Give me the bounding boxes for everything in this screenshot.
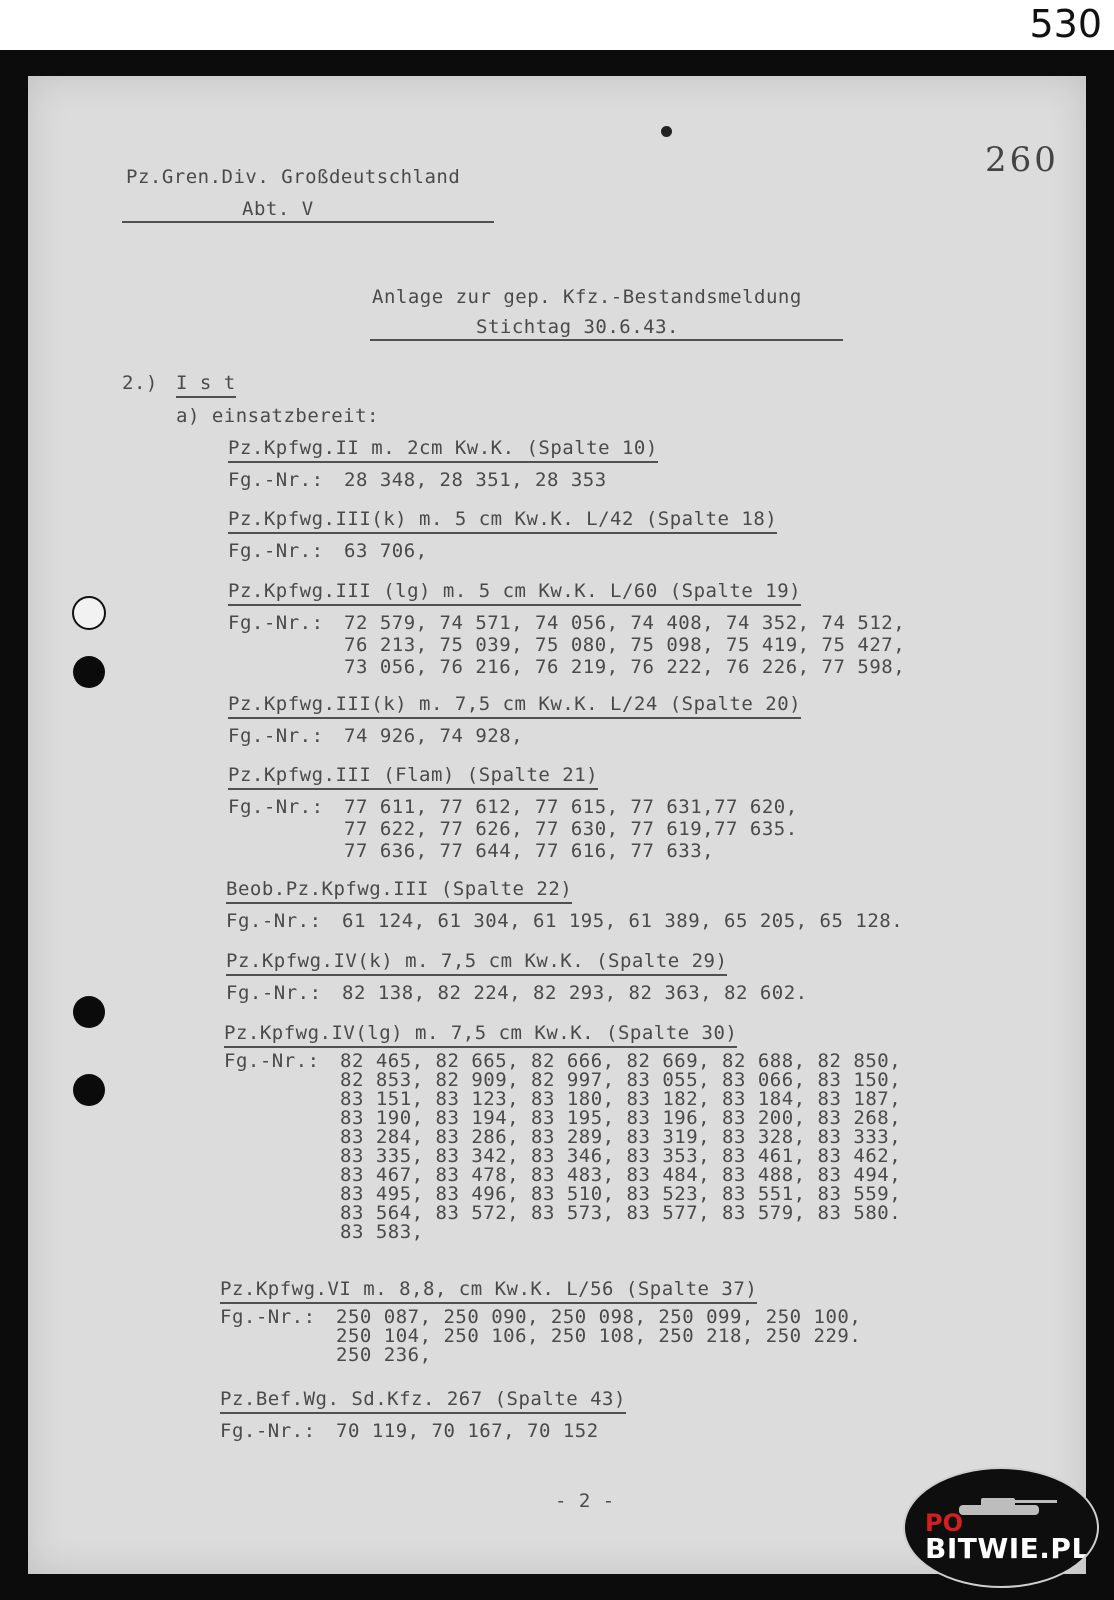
fg-numbers: 250 087, 250 090, 250 098, 250 099, 250 100, (336, 1306, 862, 1328)
fg-numbers: 77 622, 77 626, 77 630, 77 619,77 635. (344, 818, 798, 840)
fg-numbers: 72 579, 74 571, 74 056, 74 408, 74 352, 74 512, (344, 612, 906, 634)
section-number: 2.) (122, 372, 158, 394)
reference-date: Stichtag 30.6.43. (476, 316, 679, 338)
page-number: - 2 - (555, 1490, 615, 1512)
section-name: I s t (176, 372, 236, 398)
vehicle-heading: Pz.Bef.Wg. Sd.Kfz. 267 (Spalte 43) (220, 1388, 626, 1414)
fg-label: Fg.-Nr.: (228, 612, 324, 634)
fg-label: Fg.-Nr.: (228, 796, 324, 818)
fg-numbers: 83 583, (340, 1221, 424, 1243)
fg-label: Fg.-Nr.: (228, 469, 324, 491)
vehicle-heading: Pz.Kpfwg.II m. 2cm Kw.K. (Spalte 10) (228, 437, 658, 463)
fg-numbers: 250 236, (336, 1344, 432, 1366)
fg-numbers: 83 495, 83 496, 83 510, 83 523, 83 551, 83 559, (340, 1183, 902, 1205)
vehicle-entry (224, 1022, 901, 1242)
vehicle-heading: Pz.Kpfwg.VI m. 8,8, cm Kw.K. L/56 (Spalte 37) (220, 1278, 757, 1304)
document-title: Anlage zur gep. Kfz.-Bestandsmeldung (372, 286, 802, 308)
vehicle-entry (228, 764, 798, 862)
fg-label: Fg.-Nr.: (228, 540, 324, 562)
punch-hole (73, 656, 105, 688)
vehicle-heading: Pz.Kpfwg.IV(lg) m. 7,5 cm Kw.K. (Spalte 30) (224, 1022, 737, 1048)
fg-numbers: 82 853, 82 909, 82 997, 83 055, 83 066, 83 150, (340, 1069, 902, 1091)
vehicle-heading: Pz.Kpfwg.III (Flam) (Spalte 21) (228, 764, 598, 790)
fg-label: Fg.-Nr.: (224, 1050, 320, 1072)
vehicle-heading: Pz.Kpfwg.III (lg) m. 5 cm Kw.K. L/60 (Spalte 19) (228, 580, 801, 606)
fg-numbers: 73 056, 76 216, 76 219, 76 222, 76 226, 77 598, (344, 656, 906, 678)
fg-numbers: 83 467, 83 478, 83 483, 83 484, 83 488, 83 494, (340, 1164, 902, 1186)
title-underline (370, 339, 843, 341)
vehicle-entry (220, 1388, 626, 1442)
fg-numbers: 61 124, 61 304, 61 195, 61 389, 65 205, 65 128. (342, 910, 904, 932)
fg-numbers: 83 564, 83 572, 83 573, 83 577, 83 579, 83 580. (340, 1202, 902, 1224)
vehicle-entry (220, 1278, 861, 1365)
unit-name: Pz.Gren.Div. Großdeutschland (126, 166, 461, 188)
fg-label: Fg.-Nr.: (226, 910, 322, 932)
punch-hole (73, 1074, 105, 1106)
fg-label: Fg.-Nr.: (220, 1420, 316, 1442)
header-underline (122, 221, 494, 223)
vehicle-entry (228, 693, 801, 747)
fg-label: Fg.-Nr.: (226, 982, 322, 1004)
fg-numbers: 28 348, 28 351, 28 353 (344, 469, 607, 491)
fg-numbers: 63 706, (344, 540, 428, 562)
fg-numbers: 83 151, 83 123, 83 180, 83 182, 83 184, 83 187, (340, 1088, 902, 1110)
fg-numbers: 83 335, 83 342, 83 346, 83 353, 83 461, 83 462, (340, 1145, 902, 1167)
fg-numbers: 76 213, 75 039, 75 080, 75 098, 75 419, 75 427, (344, 634, 906, 656)
torn-punch-hole (72, 596, 106, 630)
punch-hole (73, 996, 105, 1028)
vehicle-entry (228, 437, 658, 491)
vehicle-entry (226, 950, 808, 1004)
logo-text-red: PO (925, 1509, 963, 1537)
fg-numbers: 74 926, 74 928, (344, 725, 524, 747)
vehicle-entry (228, 508, 777, 562)
ink-dot (661, 126, 672, 137)
logo-text-white: BITWIE.PL (925, 1532, 1090, 1565)
fg-numbers: 82 138, 82 224, 82 293, 82 363, 82 602. (342, 982, 808, 1004)
folio-number: 260 (985, 140, 1059, 180)
fg-numbers: 82 465, 82 665, 82 666, 82 669, 82 688, 82 850, (340, 1050, 902, 1072)
fg-label: Fg.-Nr.: (228, 725, 324, 747)
subsection-label: a) einsatzbereit: (176, 405, 379, 427)
department: Abt. V (242, 198, 314, 220)
fg-numbers: 77 636, 77 644, 77 616, 77 633, (344, 840, 715, 862)
fg-numbers: 70 119, 70 167, 70 152 (336, 1420, 599, 1442)
watermark-logo (903, 1467, 1099, 1588)
vehicle-heading: Beob.Pz.Kpfwg.III (Spalte 22) (226, 878, 572, 904)
vehicle-entry (228, 580, 905, 678)
vehicle-entry (226, 878, 903, 932)
vehicle-heading: Pz.Kpfwg.III(k) m. 7,5 cm Kw.K. L/24 (Spalte 20) (228, 693, 801, 719)
top-strip (0, 0, 1114, 50)
fg-numbers: 83 190, 83 194, 83 195, 83 196, 83 200, 83 268, (340, 1107, 902, 1129)
fg-numbers: 250 104, 250 106, 250 108, 250 218, 250 229. (336, 1325, 862, 1347)
fg-numbers: 77 611, 77 612, 77 615, 77 631,77 620, (344, 796, 798, 818)
vehicle-heading: Pz.Kpfwg.IV(k) m. 7,5 cm Kw.K. (Spalte 29) (226, 950, 727, 976)
fg-label: Fg.-Nr.: (220, 1306, 316, 1328)
fg-numbers: 83 284, 83 286, 83 289, 83 319, 83 328, 83 333, (340, 1126, 902, 1148)
scan-number: 530 (1029, 2, 1102, 46)
vehicle-heading: Pz.Kpfwg.III(k) m. 5 cm Kw.K. L/42 (Spalte 18) (228, 508, 777, 534)
